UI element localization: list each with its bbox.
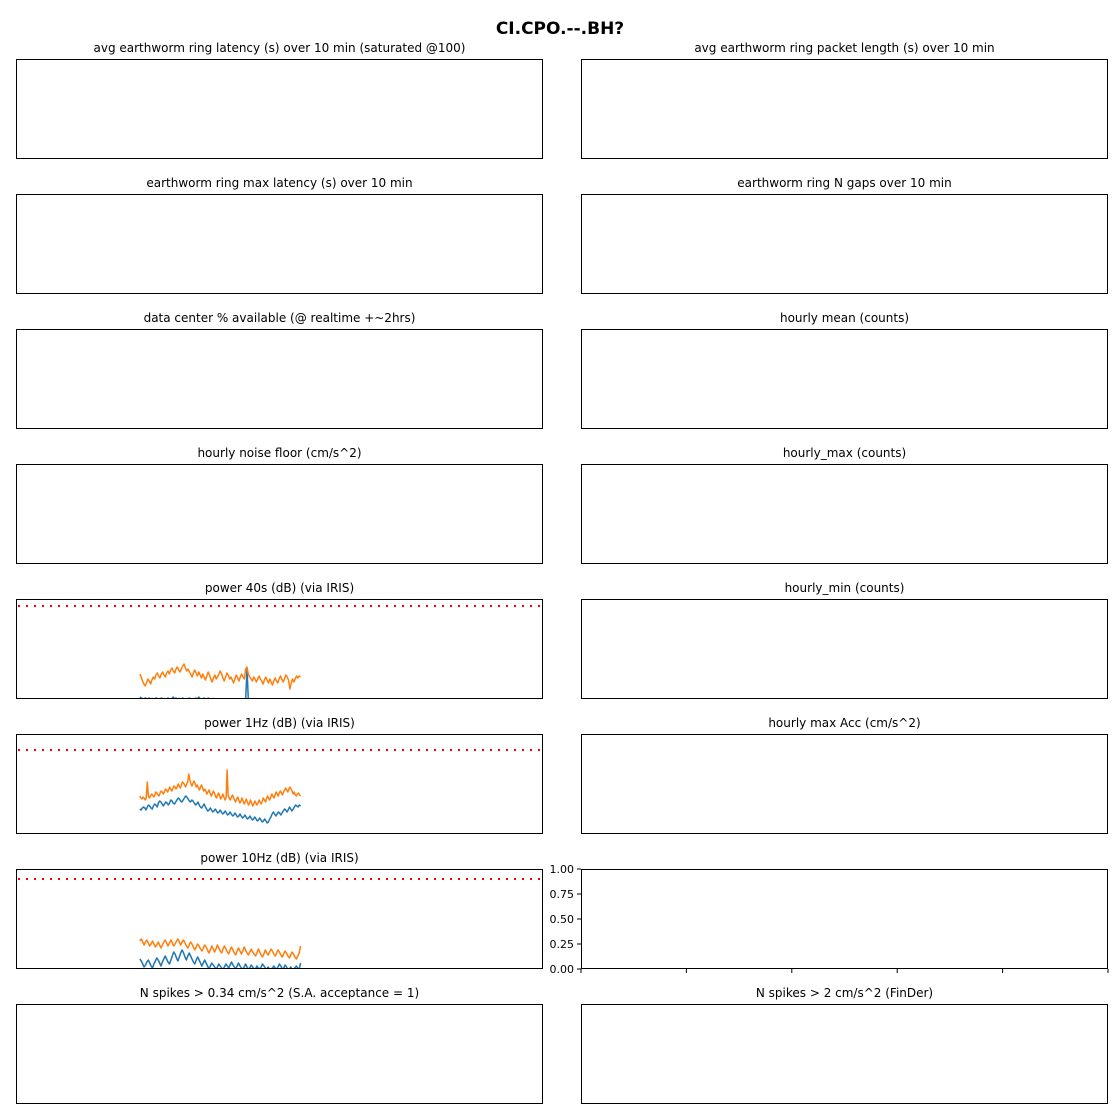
y-tick-label: 1.00 [549,863,574,876]
subplot-title-1: avg earthworm ring latency (s) over 10 min (saturated @100) [93,41,466,55]
axes-frame-16 [582,1005,1108,1104]
axes-frame-12 [582,735,1108,834]
subplot-title-16: N spikes > 2 cm/s^2 (FinDer) [755,986,934,1000]
axes-frame-15 [17,1005,543,1104]
subplot-8 [582,446,1108,564]
figure-suptitle: CI.CPO.--.BH? [495,19,625,39]
subplot-4 [582,176,1108,294]
subplot-title-10: hourly_min (counts) [784,581,905,595]
series-line-2 [140,939,301,959]
subplot-10 [582,581,1108,699]
subplot-6 [582,311,1108,429]
axes-frame-4 [582,195,1108,294]
plot-area-13 [18,879,541,969]
plot-area-9 [18,606,541,699]
subplot-5 [17,311,543,429]
subplot-11 [17,716,543,834]
series-line-1 [140,796,301,823]
y-tick-label: 0.50 [549,913,574,926]
axes-frame-3 [17,195,543,294]
y-tick-label: 0.00 [549,963,574,976]
subplot-title-11: power 1Hz (dB) (via IRIS) [204,716,355,730]
y-tick-label: 0.75 [549,888,574,901]
subplot-title-9: power 40s (dB) (via IRIS) [204,581,355,595]
plot-area-11 [18,750,541,823]
subplot-title-6: hourly mean (counts) [779,311,910,325]
axes-frame-6 [582,330,1108,429]
subplot-16 [582,986,1108,1104]
subplot-1 [17,41,543,159]
axes-frame-9 [17,600,543,699]
series-line-2 [140,664,301,689]
axes-frame-8 [582,465,1108,564]
axes-frame-11 [17,735,543,834]
subplot-title-15: N spikes > 0.34 cm/s^2 (S.A. acceptance = 1) [139,986,420,1000]
subplot-14 [550,863,1109,976]
subplot-title-7: hourly noise floor (cm/s^2) [197,446,362,460]
subplot-title-12: hourly max Acc (cm/s^2) [768,716,921,730]
subplot-title-5: data center % available (@ realtime +~2hrs) [143,311,416,325]
series-line-2 [140,770,301,806]
axes-frame-7 [17,465,543,564]
subplot-title-4: earthworm ring N gaps over 10 min [737,176,952,190]
subplot-12 [582,716,1108,834]
subplot-title-3: earthworm ring max latency (s) over 10 min [146,176,413,190]
subplot-2 [582,41,1108,159]
axes-frame-5 [17,330,543,429]
subplot-15 [17,986,543,1104]
subplot-title-8: hourly_max (counts) [782,446,907,460]
axes-frame-2 [582,60,1108,159]
subplot-7 [17,446,543,564]
subplot-13 [17,851,543,969]
axes-frame-1 [17,60,543,159]
subplot-title-2: avg earthworm ring packet length (s) over 10 min [694,41,995,55]
subplot-title-13: power 10Hz (dB) (via IRIS) [200,851,359,865]
axes-frame-10 [582,600,1108,699]
subplot-3 [17,176,543,294]
subplot-9 [17,581,543,699]
axes-frame-14 [582,870,1108,969]
y-tick-label: 0.25 [549,938,574,951]
